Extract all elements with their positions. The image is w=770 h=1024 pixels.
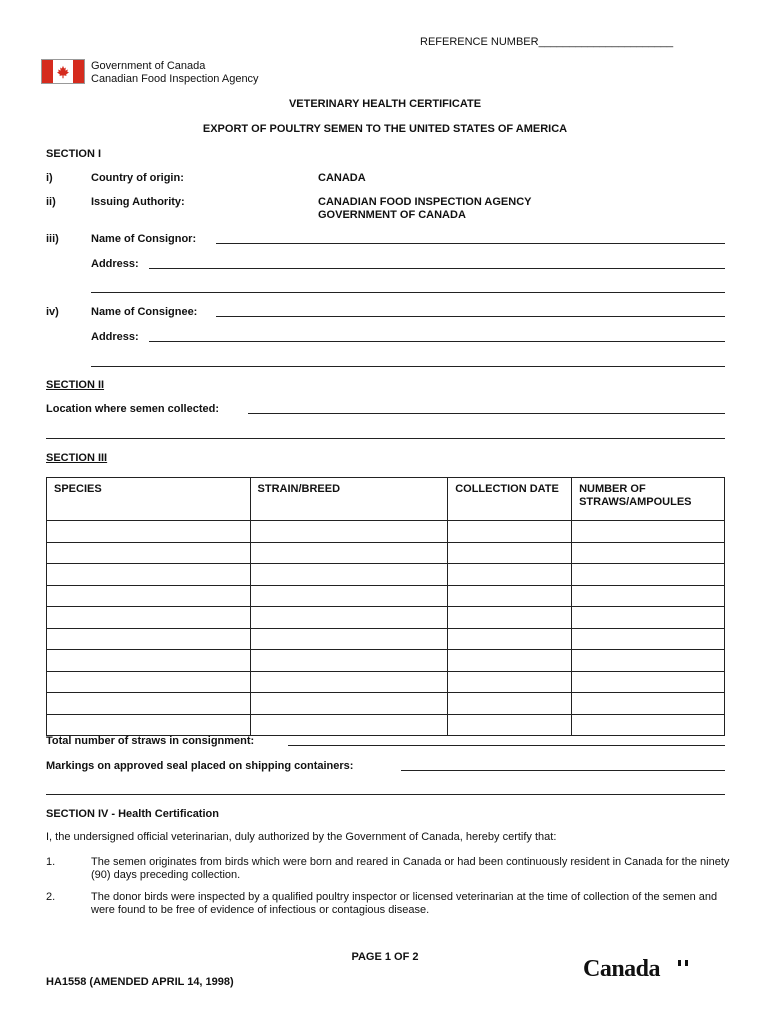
section-3-heading: SECTION III	[46, 452, 108, 464]
table-row	[47, 585, 725, 607]
table-cell[interactable]	[47, 564, 251, 586]
table-cell[interactable]	[47, 521, 251, 543]
table-cell[interactable]	[448, 671, 572, 693]
table-cell[interactable]	[250, 693, 448, 715]
consignee-address-field-2[interactable]	[91, 366, 725, 367]
clause-number: 2.	[46, 891, 56, 903]
table-cell[interactable]	[572, 564, 725, 586]
table-cell[interactable]	[572, 542, 725, 564]
consignor-address-field[interactable]	[149, 268, 725, 269]
table-cell[interactable]	[250, 671, 448, 693]
collection-location-field[interactable]	[248, 413, 725, 414]
table-cell[interactable]	[47, 650, 251, 672]
section-4-heading: SECTION IV - Health Certification	[46, 808, 219, 820]
table-row	[47, 693, 725, 715]
consignor-name-label: Name of Consignor:	[91, 233, 197, 245]
semen-details-table	[46, 477, 725, 736]
issuing-authority-value: CANADIAN FOOD INSPECTION AGENCY GOVERNMENT OF CANADA	[318, 196, 532, 221]
total-straws-field[interactable]	[288, 745, 725, 746]
page-number: PAGE 1 OF 2	[351, 951, 419, 963]
consignee-address-field[interactable]	[149, 341, 725, 342]
table-row	[47, 521, 725, 543]
item-number: ii)	[46, 196, 56, 208]
table-cell[interactable]	[448, 564, 572, 586]
table-row	[47, 628, 725, 650]
table-cell[interactable]	[448, 693, 572, 715]
country-of-origin-label: Country of origin:	[91, 172, 184, 184]
table-cell[interactable]	[572, 671, 725, 693]
table-cell[interactable]	[572, 714, 725, 736]
item-number: i)	[46, 172, 53, 184]
table-cell[interactable]	[448, 650, 572, 672]
table-cell[interactable]	[448, 521, 572, 543]
table-cell[interactable]	[47, 714, 251, 736]
item-number: iv)	[46, 306, 59, 318]
table-header-row	[47, 478, 725, 521]
consignor-address-label: Address:	[91, 258, 139, 270]
form-identifier: HA1558 (AMENDED APRIL 14, 1998)	[46, 976, 234, 988]
reference-number-label: REFERENCE NUMBER______________________	[420, 36, 674, 48]
certification-intro: I, the undersigned official veterinarian, duly authorized by the Government of Canada, hereby certify that:	[46, 831, 557, 843]
table-cell[interactable]	[448, 542, 572, 564]
table-cell[interactable]	[47, 542, 251, 564]
issuing-authority-label: Issuing Authority:	[91, 196, 185, 208]
seal-markings-field[interactable]	[401, 770, 725, 771]
table-row	[47, 650, 725, 672]
seal-markings-field-2[interactable]	[46, 794, 725, 795]
table-cell[interactable]	[250, 714, 448, 736]
table-row	[47, 607, 725, 629]
consignor-address-field-2[interactable]	[91, 292, 725, 293]
table-cell[interactable]	[572, 607, 725, 629]
country-of-origin-value: CANADA	[318, 172, 366, 184]
certificate-subtitle: EXPORT OF POULTRY SEMEN TO THE UNITED STATES OF AMERICA	[202, 123, 568, 135]
consignee-address-label: Address:	[91, 331, 139, 343]
table-cell[interactable]	[572, 585, 725, 607]
canada-wordmark: Canada	[583, 956, 661, 982]
wordmark-flag-icon	[678, 960, 688, 966]
table-cell[interactable]	[47, 671, 251, 693]
column-header-species: SPECIES	[47, 478, 251, 521]
table-cell[interactable]	[448, 607, 572, 629]
clause-number: 1.	[46, 856, 56, 868]
consignee-name-label: Name of Consignee:	[91, 306, 198, 318]
table-cell[interactable]	[572, 628, 725, 650]
table-cell[interactable]	[47, 693, 251, 715]
table-cell[interactable]	[448, 714, 572, 736]
table-row	[47, 671, 725, 693]
column-header-strain-breed: STRAIN/BREED	[250, 478, 448, 521]
table-cell[interactable]	[250, 542, 448, 564]
table-cell[interactable]	[250, 607, 448, 629]
section-1-heading: SECTION I	[46, 148, 102, 160]
table-row	[47, 542, 725, 564]
certificate-title: VETERINARY HEALTH CERTIFICATE	[288, 98, 482, 110]
consignor-name-field[interactable]	[216, 243, 725, 244]
column-header-collection-date: COLLECTION DATE	[448, 478, 572, 521]
consignee-name-field[interactable]	[216, 316, 725, 317]
table-row	[47, 564, 725, 586]
seal-markings-label: Markings on approved seal placed on shipping containers:	[46, 760, 354, 772]
table-cell[interactable]	[250, 628, 448, 650]
collection-location-label: Location where semen collected:	[46, 403, 219, 415]
table-cell[interactable]	[250, 521, 448, 543]
item-number: iii)	[46, 233, 59, 245]
table-row	[47, 714, 725, 736]
table-cell[interactable]	[47, 585, 251, 607]
table-cell[interactable]	[250, 564, 448, 586]
table-cell[interactable]	[250, 650, 448, 672]
table-cell[interactable]	[448, 585, 572, 607]
collection-location-field-2[interactable]	[46, 438, 725, 439]
table-cell[interactable]	[572, 693, 725, 715]
total-straws-label: Total number of straws in consignment:	[46, 735, 255, 747]
canada-flag-icon	[41, 59, 85, 84]
table-cell[interactable]	[572, 521, 725, 543]
clause-text: The donor birds were inspected by a qualified poultry inspector or licensed veterinarian at the time of collection of the semen and were found to be free of evidence of infectious or contagious disease.	[91, 891, 718, 916]
table-cell[interactable]	[448, 628, 572, 650]
clause-text: The semen originates from birds which were born and reared in Canada or had been continuously resident in Canada for the ninety (90) days preceding collection.	[91, 856, 730, 881]
table-cell[interactable]	[47, 607, 251, 629]
column-header-number-of-straws: NUMBER OF STRAWS/AMPOULES	[572, 478, 725, 521]
section-2-heading: SECTION II	[46, 379, 105, 391]
table-cell[interactable]	[572, 650, 725, 672]
table-cell[interactable]	[250, 585, 448, 607]
organization-name: Government of Canada Canadian Food Inspection Agency	[91, 60, 259, 85]
table-cell[interactable]	[47, 628, 251, 650]
